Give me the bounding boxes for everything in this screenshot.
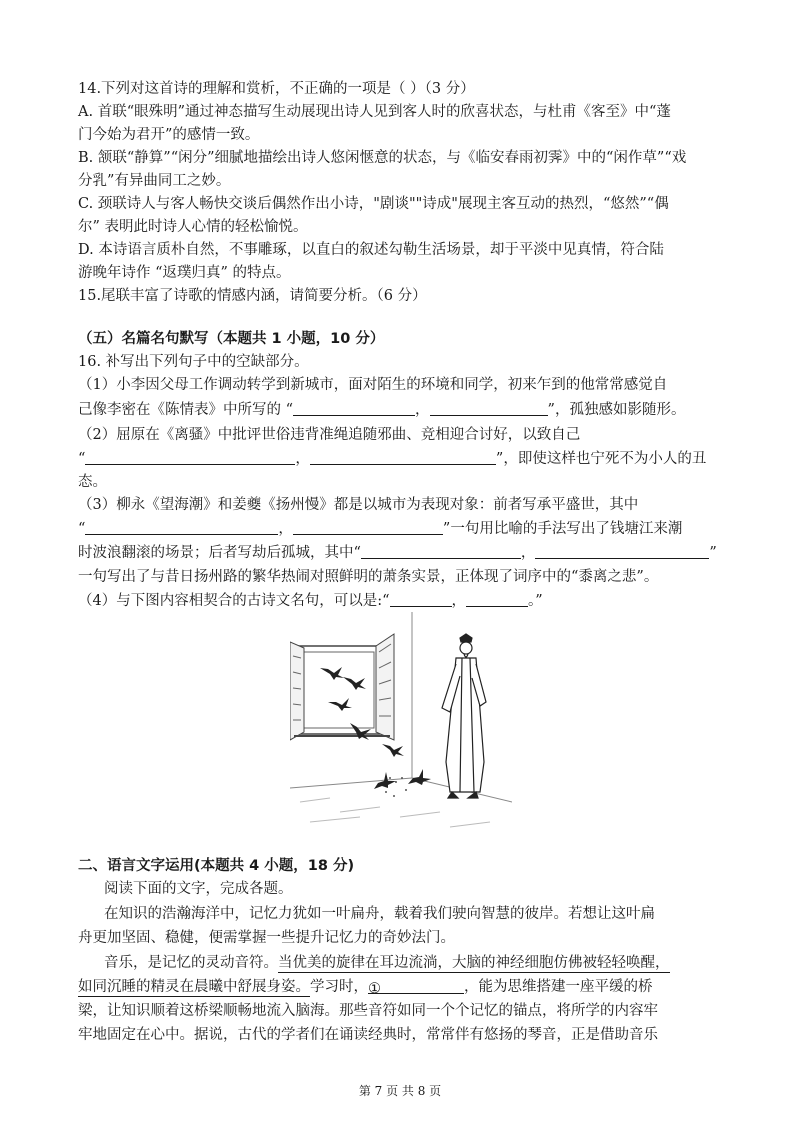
q16-part3: （3）柳永《望海潮》和姜夔《扬州慢》都是以城市为表现对象：前者写承平盛世，其中: [78, 497, 639, 513]
reading-para2-line3: 梁，让知识顺着这桥梁顺畅地流入脑海。那些音符如同一个个记忆的锚点，将所学的内容牢: [78, 1003, 658, 1019]
q16-part3-end: 一句写出了与昔日扬州路的繁华热闹对照鲜明的萧条实景，正体现了词序中的“黍离之悲”。: [78, 569, 659, 585]
reading-para2-cont: 如同沉睡的精灵在晨曦中舒展身姿。学习时，① ，能为思维搭建一座平缓的桥: [78, 979, 653, 997]
q14-stem: 14.下列对这首诗的理解和赏析，不正确的一项是（ ）（3 分）: [78, 81, 475, 97]
reading-para2: 音乐，是记忆的灵动音符。当优美的旋律在耳边流淌，大脑的神经细胞仿佛被轻轻唤醒，: [104, 955, 670, 971]
q16-stem: 16. 补写出下列句子中的空缺部分。: [78, 354, 309, 370]
q16-part3-blanks-a: “ ， ”一句用比喻的手法写出了钱塘江来潮: [78, 521, 683, 537]
reading-para2-line4: 牢地固定在心中。据说，古代的学者们在诵读经典时，常常伴有悠扬的琴音，正是借助音乐: [78, 1027, 658, 1043]
q14-option-d: D. 本诗语言质朴自然，不事雕琢，以直白的叙述勾勒生活场景，却于平淡中见真情，符合陆: [78, 242, 664, 258]
answer-blank[interactable]: [293, 519, 443, 535]
answer-blank[interactable]: [430, 400, 548, 416]
q16-part4: （4）与下图内容相契合的古诗文名句，可以是:“ ， 。”: [78, 593, 543, 609]
swallows-scholar-illustration: [290, 612, 512, 834]
answer-blank[interactable]: [293, 400, 415, 416]
q16-part1-blanks: 己像李密在《陈情表》中所写的 “ ， ”，孤独感如影随形。: [78, 402, 686, 418]
answer-blank[interactable]: [85, 449, 295, 465]
answer-blank[interactable]: [361, 543, 521, 559]
answer-blank[interactable]: [310, 449, 496, 465]
answer-blank[interactable]: [466, 591, 528, 607]
page-footer: 第 7 页 共 8 页: [358, 1084, 442, 1098]
underlined-sentence-cont: 如同沉睡的精灵在晨曦中舒展身姿。: [78, 979, 310, 995]
q14-option-c-cont: 尔” 表明此时诗人心情的轻松愉悦。: [78, 219, 308, 235]
reading-para1: 在知识的浩瀚海洋中，记忆力犹如一叶扁舟，载着我们驶向智慧的彼岸。若想让这叶扁: [104, 906, 655, 922]
section5-title: （五）名篇名句默写（本题共 1 小题，10 分）: [78, 331, 385, 347]
answer-blank[interactable]: [535, 543, 709, 559]
section2-title: 二、语言文字运用(本题共 4 小题，18 分): [78, 858, 355, 874]
q14-option-a: A. 首联“眼殊明”通过神态描写生动展现出诗人见到客人时的欣喜状态，与杜甫《客至》中“蓬: [78, 104, 671, 120]
reading-intro: 阅读下面的文字，完成各题。: [104, 881, 293, 897]
answer-blank[interactable]: [85, 519, 278, 535]
q14-option-b-cont: 分乳”有异曲同工之妙。: [78, 173, 231, 189]
answer-blank-1[interactable]: ①: [368, 978, 464, 994]
underlined-sentence: 当优美的旋律在耳边流淌，大脑的神经细胞仿佛被轻轻唤醒，: [278, 955, 670, 971]
q16-part1: （1）小李因父母工作调动转学到新城市，面对陌生的环境和同学，初来乍到的他常常感觉自: [78, 377, 668, 393]
reading-para1-cont: 舟更加坚固、稳健，便需掌握一些提升记忆力的奇妙法门。: [78, 930, 455, 946]
q14-option-b: B. 颔联“静算”“闲分”细腻地描绘出诗人悠闲惬意的状态，与《临安春雨初霁》中的“闲作草”“戏: [78, 150, 687, 166]
q16-part2-end: 态。: [78, 474, 107, 490]
q14-option-c: C. 颈联诗人与客人畅快交谈后偶然作出小诗，"剧谈""诗成"展现主客互动的热烈，“悠然”“偶: [78, 196, 669, 212]
q16-part2: （2）屈原在《离骚》中批评世俗违背准绳追随邪曲、竞相迎合讨好，以致自己: [78, 427, 581, 443]
q16-part3-blanks-b: 时波浪翻滚的场景；后者写劫后孤城，其中“ ， ”: [78, 545, 717, 561]
q15-stem: 15.尾联丰富了诗歌的情感内涵，请简要分析。（6 分）: [78, 288, 427, 304]
q14-option-a-cont: 门今始为君开”的感情一致。: [78, 127, 260, 143]
answer-blank[interactable]: [390, 591, 452, 607]
q14-option-d-cont: 游晚年诗作 “返璞归真” 的特点。: [78, 265, 291, 281]
q16-part2-blanks: “ ， ”，即使这样也宁死不为小人的丑: [78, 451, 707, 467]
